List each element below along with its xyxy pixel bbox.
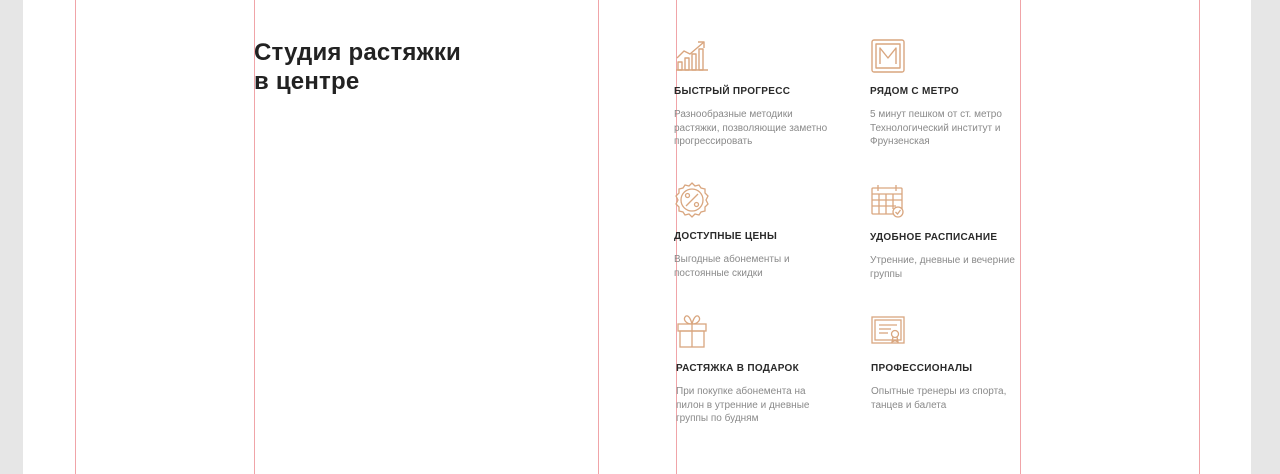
feature-description: Выгодные абонементы и постоянные скидки (674, 254, 790, 279)
feature-convenient-schedule (870, 183, 1020, 280)
feature-near-metro (870, 38, 1020, 147)
certificate-icon (871, 313, 907, 349)
growth-chart-icon (674, 38, 710, 74)
gift-icon (676, 313, 712, 349)
feature-description: 5 минут пешком от ст. метро Технологический институт и Фрунзенская (870, 109, 1002, 147)
feature-professionals (871, 313, 1021, 411)
metro-icon (870, 38, 906, 74)
feature-affordable-prices (674, 182, 824, 279)
feature-description: Утренние, дневные и вечерние группы (870, 255, 1015, 280)
feature-title: УДОБНОЕ РАСПИСАНИЕ (870, 232, 998, 243)
page-container (23, 0, 1251, 474)
feature-title: РАСТЯЖКА В ПОДАРОК (676, 363, 800, 374)
layout-guide-line (1199, 0, 1200, 474)
section-title-line1: Студия растяжки (254, 39, 461, 66)
feature-title: БЫСТРЫЙ ПРОГРЕСС (674, 86, 791, 97)
feature-title: ПРОФЕССИОНАЛЫ (871, 363, 973, 374)
feature-title: РЯДОМ С МЕТРО (870, 86, 959, 97)
feature-description: Опытные тренеры из спорта, танцев и балета (871, 386, 1007, 411)
section-title-line2: в центре (254, 68, 360, 95)
layout-guide-line (598, 0, 599, 474)
feature-description: При покупке абонемента на пилон в утренние и дневные группы по будням (676, 386, 810, 424)
section-title (254, 38, 461, 96)
feature-fast-progress (674, 38, 828, 147)
feature-description: Разнообразные методики растяжки, позволяющие заметно прогрессировать (674, 109, 828, 147)
layout-guide-line (75, 0, 76, 474)
calendar-icon (870, 183, 906, 219)
percent-badge-icon (674, 182, 710, 218)
feature-title: ДОСТУПНЫЕ ЦЕНЫ (674, 231, 778, 242)
feature-stretching-gift (676, 313, 826, 424)
